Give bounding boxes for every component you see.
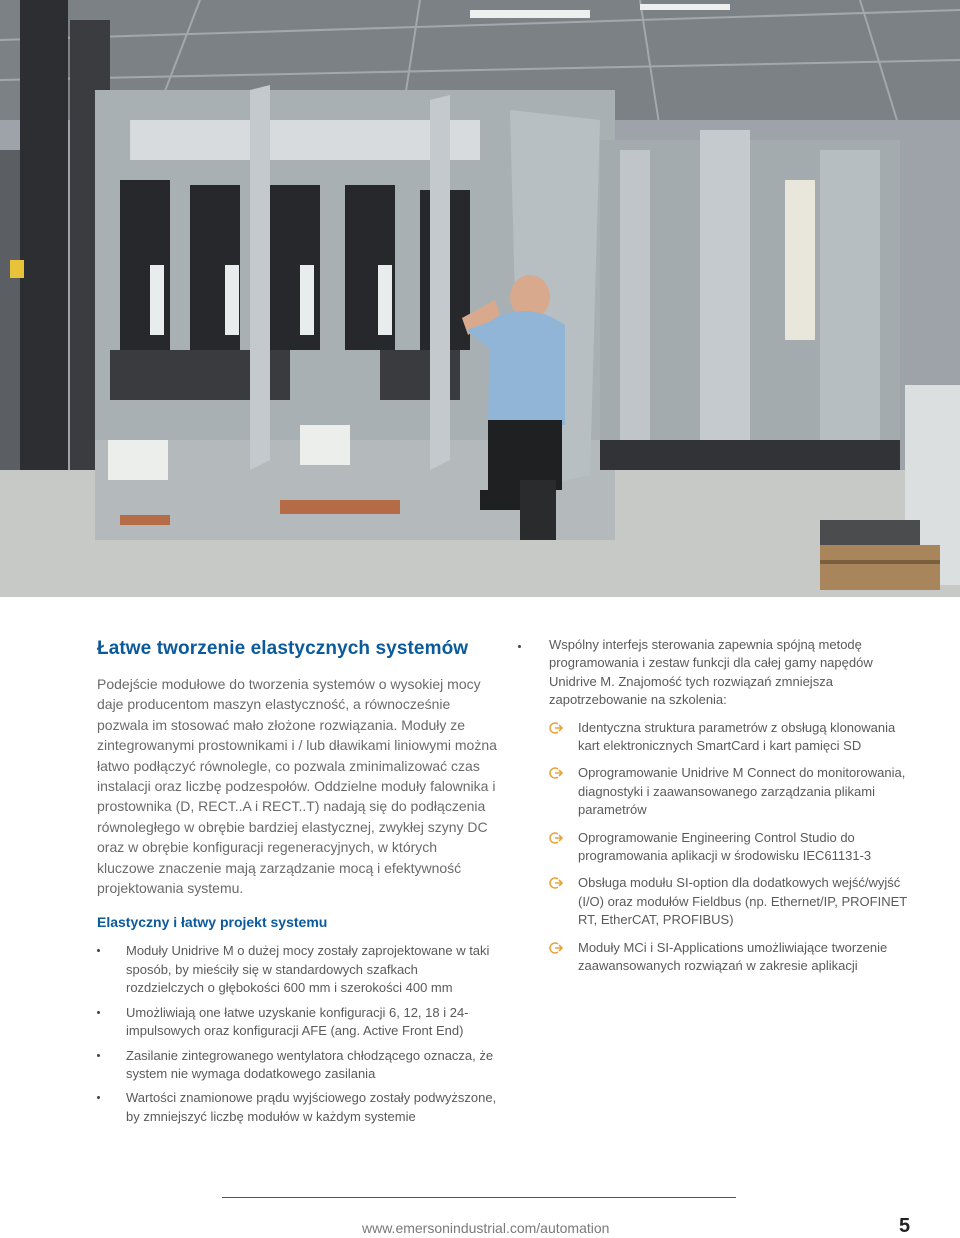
list-item bbox=[549, 764, 918, 819]
bullet-icon bbox=[97, 949, 100, 952]
intro-paragraph: Podejście modułowe do tworzenia systemów o wysokiej mocy daje producentom maszyn elastyczność, a równocześnie pozwala im stosować mało złożone rozwiązania. Moduły ze zintegrowanymi prostownikami i / lub dławikami liniowymi można łatwo podłączyć równolegle, co pozwala zminimalizować czas instalacji oraz liczbę podzespołów. Oddzielne moduły falownika i prostownika (D, RECT..A i RECT..T) nadają się do podłączenia równoległego w obrębie bardziej elastycznej, zwykłej szyny DC oraz w obrębie konfiguracji regeneracyjnych, w których kluczowe znaczenie mają zarządzanie mocą i efektywność projektowania systemu. bbox=[97, 676, 497, 897]
list-item-text: Umożliwiają one łatwe uzyskanie konfiguracji 6, 12, 18 i 24-impulsowych oraz konfiguracji AFE (ang. Active Front End) bbox=[126, 1004, 469, 1039]
hero-photo bbox=[0, 0, 960, 597]
bullet-icon bbox=[97, 1011, 100, 1014]
list-item bbox=[97, 1089, 497, 1126]
arrow-right-icon bbox=[549, 831, 563, 845]
lead-text: Wspólny interfejs sterowania zapewnia spójną metodę programowania i zestaw funkcji dla całej gamy napędów Unidrive M. Znajomość tych rozwiązań zmniejsza zapotrzebowanie na szkolenia: bbox=[549, 637, 873, 708]
list-item-text: Obsługa modułu SI-option dla dodatkowych wejść/wyjść (I/O) oraz modułów Fieldbus (np. Ethernet/IP, PROFINET RT, EtherCAT, PROFIBUS) bbox=[578, 875, 907, 928]
open-door bbox=[430, 95, 450, 470]
pipe-left bbox=[20, 0, 68, 520]
list-item bbox=[97, 1047, 497, 1084]
feature-list bbox=[97, 942, 497, 1126]
list-item bbox=[549, 719, 918, 756]
arrow-right-icon bbox=[549, 941, 563, 955]
arrow-right-icon bbox=[549, 721, 563, 735]
ceiling-light bbox=[470, 10, 590, 18]
photo-illustration bbox=[0, 0, 960, 597]
list-item bbox=[549, 829, 918, 866]
list-item-text: Moduły MCi i SI-Applications umożliwiające tworzenie zaawansowanych rozwiązań w zakresie aplikacji bbox=[578, 939, 888, 974]
list-item-text: Zasilanie zintegrowanego wentylatora chłodzącego oznacza, że system nie wymaga dodatkowego zasilania bbox=[126, 1047, 494, 1081]
footer-divider bbox=[222, 1197, 736, 1198]
list-item-text: Oprogramowanie Engineering Control Studio do programowania aplikacji w środowisku IEC61131-3 bbox=[578, 829, 872, 864]
arrow-right-icon bbox=[549, 876, 563, 890]
list-item-text: Moduły Unidrive M o dużej mocy zostały zaprojektowane w taki sposób, by mieściły się w standardowych szafkach rozdzielczych o głębokości 600 mm i szerokości 400 mm bbox=[126, 943, 490, 996]
list-item-text: Wartości znamionowe prądu wyjściowego zostały podwyższone, by zmniejszyć liczbę modułów w każdym systemie bbox=[126, 1090, 497, 1124]
warning-sign-icon bbox=[10, 260, 24, 278]
pallet bbox=[820, 545, 940, 590]
bullet-icon bbox=[518, 645, 521, 648]
list-item bbox=[549, 874, 918, 929]
footer-url-link[interactable]: www.emersonindustrial.com/automation bbox=[362, 1220, 610, 1236]
arrow-right-icon bbox=[549, 766, 563, 780]
list-item bbox=[549, 939, 918, 976]
right-column bbox=[518, 636, 918, 985]
sub-title: Elastyczny i łatwy projekt systemu bbox=[97, 914, 328, 931]
ceiling-light bbox=[640, 4, 730, 10]
list-item bbox=[97, 942, 497, 997]
left-column bbox=[97, 638, 497, 1132]
open-door bbox=[250, 85, 270, 470]
list-item-text: Identyczna struktura parametrów z obsługą klonowania kart elektronicznych SmartCard i kart pamięci SD bbox=[578, 719, 896, 754]
lead-paragraph bbox=[518, 636, 918, 710]
list-item bbox=[97, 1004, 497, 1041]
bullet-icon bbox=[97, 1054, 100, 1057]
arrow-list bbox=[518, 719, 918, 976]
page-number: 5 bbox=[899, 1215, 911, 1237]
bullet-icon bbox=[97, 1096, 100, 1099]
list-item-text: Oprogramowanie Unidrive M Connect do monitorowania, diagnostyki i zaawansowanego zarządzania plikami parametrów bbox=[578, 765, 906, 818]
section-title: Łatwe tworzenie elastycznych systemów bbox=[97, 638, 469, 659]
